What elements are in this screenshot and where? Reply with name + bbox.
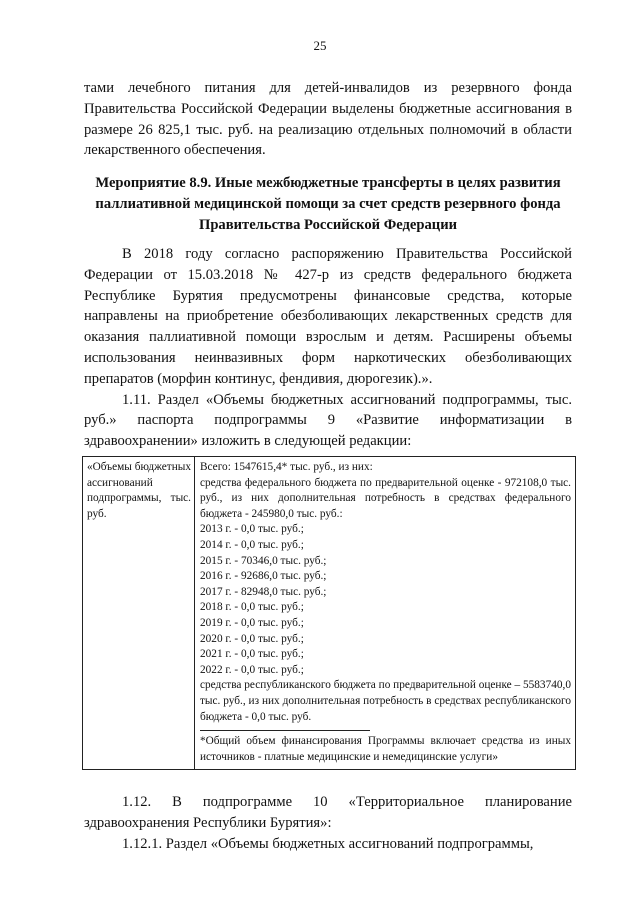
page-number: 25 (313, 38, 327, 53)
year-line: 2013 г. - 0,0 тыс. руб.; (200, 523, 304, 536)
intro-paragraph: тами лечебного питания для детей-инвалидов из резервного фонда Правительства Российской Федерации выделены бюджетные ассигнования в размере 26 825,1 тыс. руб. на реализацию отдельных полномочий в области лекарственного обеспечения. (84, 80, 572, 159)
year-line: 2016 г. - 92686,0 тыс. руб.; (200, 570, 327, 583)
republic-budget-text: средства республиканского бюджета по предварительной оценке – 5583740,0 тыс. руб., из них дополнительная потребность в средствах республиканского бюджета - 0,0 тыс. руб. (200, 679, 571, 723)
section-heading: Мероприятие 8.9. Иные межбюджетные трансферты в целях развития паллиативной медицинской помощи за счет средств резервного фонда Правительства Российской Федерации (95, 175, 561, 233)
table-left-cell: «Объемы бюджетных ассигнований подпрограммы, тыс. руб. (83, 457, 195, 769)
budget-table (82, 456, 576, 770)
paragraph-2018: В 2018 году согласно распоряжению Правительства Российской Федерации от 15.03.2018 № 427-р из средств федерального бюджета Республике Бурятия предусмотрены финансовые средства, которые направлены на приобретение обезболивающих лекарственных средств для оказания паллиативной помощи взрослым и детям. Расширены объемы использования неинвазивных форм наркотических обезболивающих препаратов (морфин континус, фендивия, дюрогезик).». (84, 246, 572, 387)
footnote-divider (200, 730, 370, 731)
year-line: 2021 г. - 0,0 тыс. руб.; (200, 648, 304, 661)
body-text-block (84, 244, 572, 452)
intro-paragraph-block (84, 78, 572, 161)
year-line: 2020 г. - 0,0 тыс. руб.; (200, 632, 304, 645)
table-right-cell (195, 457, 575, 769)
paragraph-1-12-1: 1.12.1. Раздел «Объемы бюджетных ассигнований подпрограммы, (122, 835, 534, 852)
footnote: *Общий объем финансирования Программы включает средства из иных источников - платные медицинские и немедицинские услуги» (200, 735, 571, 763)
federal-budget-text: средства федерального бюджета по предварительной оценке - 972108,0 тыс. руб., из них дополнительная потребность в средствах федерального бюджета - 245980,0 тыс. руб.: (200, 476, 571, 520)
budget-table-row (83, 457, 575, 769)
year-line: 2015 г. - 70346,0 тыс. руб.; (200, 554, 327, 567)
year-line: 2014 г. - 0,0 тыс. руб.; (200, 538, 304, 551)
year-line: 2019 г. - 0,0 тыс. руб.; (200, 616, 304, 629)
paragraph-1-12: 1.12. В подпрограмме 10 «Территориальное планирование здравоохранения Республики Бурятия»: (84, 794, 572, 831)
total-line: Всего: 1547615,4* тыс. руб., из них: (200, 461, 373, 473)
paragraph-1-11: 1.11. Раздел «Объемы бюджетных ассигнований подпрограммы, тыс. руб.» паспорта подпрограммы 9 «Развитие информатизации в здравоохранении» изложить в следующей редакции: (84, 391, 572, 450)
year-line: 2022 г. - 0,0 тыс. руб.; (200, 663, 304, 676)
year-line: 2017 г. - 82948,0 тыс. руб.; (200, 585, 327, 598)
bottom-text-block (84, 792, 572, 854)
year-line: 2018 г. - 0,0 тыс. руб.; (200, 601, 304, 614)
